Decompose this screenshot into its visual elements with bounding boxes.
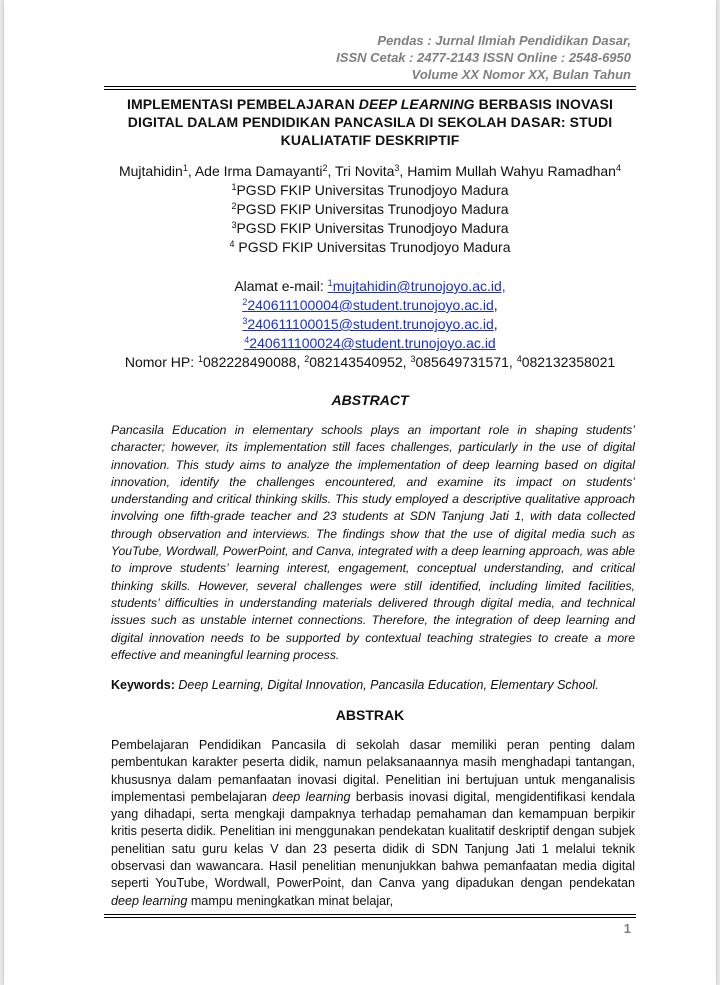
email-line xyxy=(104,315,636,334)
author-sup: 2 xyxy=(322,163,328,173)
author-sup: 3 xyxy=(394,163,400,173)
email-label: Alamat e-mail: xyxy=(234,278,328,294)
title-part-2: BERBASIS INOVASI DIGITAL DALAM PENDIDIKAN PANCASILA DI SEKOLAH DASAR: STUDI KUALIATATIF DESKRIPTIF xyxy=(127,96,614,148)
abstrak-text: mampu meningkatkan minat belajar, xyxy=(187,893,394,908)
affiliation xyxy=(104,200,636,219)
email-address: 240611100024@student.trunojoyo.ac.id xyxy=(249,335,496,351)
email-line xyxy=(104,334,636,353)
keywords-value: Deep Learning, Digital Innovation, Pancasila Education, Elementary School. xyxy=(174,678,599,692)
affiliation-text: PGSD FKIP Universitas Trunodjoyo Madura xyxy=(236,220,509,236)
author-block xyxy=(104,162,636,257)
footer-rule xyxy=(104,914,636,918)
email-link[interactable] xyxy=(244,335,495,351)
affiliation-text: PGSD FKIP Universitas Trunodjoyo Madura xyxy=(236,182,509,198)
author-separator: , xyxy=(187,163,195,179)
email-link[interactable] xyxy=(242,297,493,313)
title-italic: DEEP LEARNING xyxy=(358,96,475,112)
abstrak-text: Pembelajaran Pendidikan Pancasila di sekolah dasar memiliki peran penting dalam pembentukan karakter peserta didik, namun pelaksanaannya masih menghadapi tantangan, khususnya dalam pemanfaatan inovasi digital. Penelitian ini bertujuan untuk menganalisis implementasi pembelajaran xyxy=(111,738,635,804)
email-trail: , xyxy=(493,316,498,332)
author-names xyxy=(104,162,636,181)
phone-label: Nomor HP: xyxy=(124,354,198,370)
abstrak-heading: ABSTRAK xyxy=(335,707,405,723)
email-address: mujtahidin@trunojoyo.ac.id, xyxy=(332,278,506,294)
email-line xyxy=(104,296,636,315)
abstrak-italic: deep learning xyxy=(272,789,351,804)
paper-title xyxy=(104,95,636,149)
affiliation xyxy=(104,181,636,200)
phone-number: 082132358021 xyxy=(521,354,616,370)
affiliation-sup: 4 xyxy=(229,239,235,249)
email-sup: 2 xyxy=(242,297,248,307)
email-sup: 1 xyxy=(327,278,333,288)
phone-number: 085649731571 xyxy=(415,354,509,370)
phone-separator: , xyxy=(402,354,411,370)
phone-number: 082143540952 xyxy=(309,354,403,370)
email-sup: 3 xyxy=(242,316,248,326)
author-sup: 4 xyxy=(615,163,621,173)
author-name: Tri Novita xyxy=(335,163,395,179)
document-page xyxy=(4,0,716,985)
phone-sup: 1 xyxy=(197,354,203,364)
keywords-label: Keywords: xyxy=(111,678,175,692)
phone-separator: , xyxy=(508,354,517,370)
email-address: 240611100015@student.trunojoyo.ac.id xyxy=(247,316,494,332)
keywords-line xyxy=(111,677,635,694)
author-name: Mujtahidin xyxy=(118,163,183,179)
email-line xyxy=(104,277,636,296)
affiliation-text: PGSD FKIP Universitas Trunodjoyo Madura xyxy=(236,201,509,217)
abstrak-text: berbasis inovasi digital, mengidentifikasi kendala yang dihadapi, serta mengkaji dampaknya terhadap pemahaman dan kemampuan berpikir kritis peserta didik. Penelitian ini menggunakan pendekatan kualitatif deskriptif dengan subjek penelitian satu guru kelas V dan 23 peserta didik di SDN Tanjung Jati 1 melalui teknik observasi dan wawancara. Hasil penelitian menunjukkan bahwa pemanfaatan media digital seperti YouTube, Wordwall, PowerPoint, dan Canva yang dipadukan dengan pendekatan xyxy=(111,789,635,891)
affiliation-sup: 3 xyxy=(231,220,237,230)
phone-sup: 2 xyxy=(304,354,310,364)
journal-header xyxy=(336,32,631,83)
abstract-heading: ABSTRACT xyxy=(331,392,409,408)
title-part-1: IMPLEMENTASI PEMBELAJARAN xyxy=(126,96,359,112)
phone-line xyxy=(104,353,636,372)
email-sup: 4 xyxy=(244,335,250,345)
author-separator: , xyxy=(399,163,408,179)
abstrak-body xyxy=(111,737,635,910)
journal-name: Pendas : Jurnal Ilmiah Pendidikan Dasar, xyxy=(377,33,631,48)
journal-issn: ISSN Cetak : 2477-2143 ISSN Online : 2548-6950 xyxy=(336,50,631,65)
author-separator: , xyxy=(327,163,335,179)
abstract-body: Pancasila Education in elementary schools plays an important role in shaping students’ character; however, its implementation still faces challenges, particularly in the use of digital innovation. This study aims to analyze the implementation of deep learning based on digital innovation, identify the challenges encountered, and examine its impact on students’ understanding and critical thinking skills. This study employed a descriptive qualitative approach involving one fifth-grade teacher and 23 students at SDN Tanjung Jati 1, with data collected through observation and interviews. The findings show that the use of digital media such as YouTube, Wordwall, PowerPoint, and Canva, integrated with a deep learning approach, was able to improve students’ learning interest, engagement, conceptual understanding, and critical thinking skills. However, several challenges were still identified, including limited facilities, students’ difficulties in understanding materials delivered through digital media, and technical issues such as unstable internet connections. Therefore, the integration of deep learning and digital innovation needs to be supported by contextual teaching strategies to create a more effective and meaningful learning process. xyxy=(111,423,635,662)
affiliation-sup: 2 xyxy=(231,201,237,211)
phone-sup: 3 xyxy=(410,354,416,364)
author-sup: 1 xyxy=(182,163,188,173)
abstrak-italic: deep learning xyxy=(111,893,188,908)
affiliation-sup: 1 xyxy=(231,182,237,192)
affiliation xyxy=(104,238,636,257)
page-number: 1 xyxy=(623,921,631,936)
affiliation xyxy=(104,219,636,238)
header-rule xyxy=(104,86,636,90)
email-trail: , xyxy=(493,297,498,313)
author-name: Ade Irma Damayanti xyxy=(194,163,323,179)
phone-number: 082228490088 xyxy=(203,354,297,370)
email-address: 240611100004@student.trunojoyo.ac.id xyxy=(247,297,494,313)
phone-sup: 4 xyxy=(516,354,522,364)
journal-volume: Volume XX Nomor XX, Bulan Tahun xyxy=(411,67,631,82)
email-link[interactable] xyxy=(328,278,506,294)
affiliation-text: PGSD FKIP Universitas Trunodjoyo Madura xyxy=(234,239,511,255)
email-link[interactable] xyxy=(242,316,493,332)
phone-separator: , xyxy=(296,354,305,370)
contact-block xyxy=(104,277,636,372)
author-name: Hamim Mullah Wahyu Ramadhan xyxy=(407,163,616,179)
